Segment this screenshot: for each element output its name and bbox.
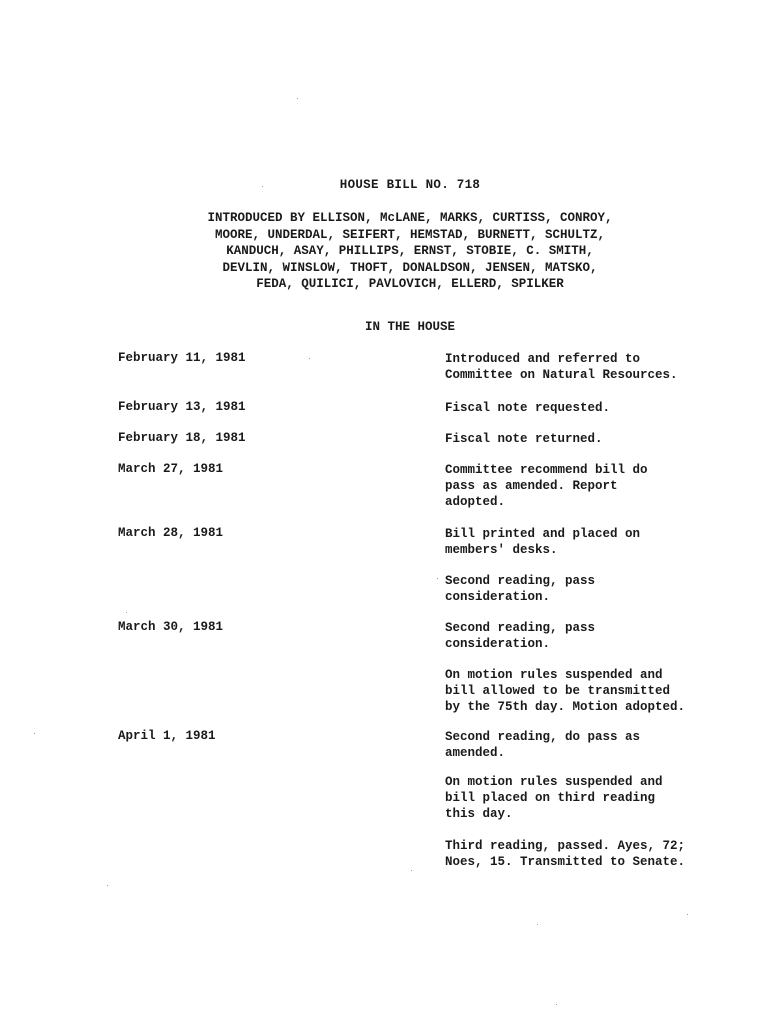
scan-speck: [34, 733, 35, 734]
entry-action: On motion rules suspended and bill placed on third reading this day.: [445, 775, 663, 821]
scan-speck: [309, 358, 310, 359]
scan-speck: [411, 870, 412, 871]
scan-speck: [126, 612, 127, 613]
entry-date: March 27, 1981: [118, 462, 224, 476]
entry-date: April 1, 1981: [118, 729, 216, 743]
entry-action: Second reading, do pass as amended.: [445, 730, 641, 760]
sponsor-list: [0, 210, 770, 293]
entry-action: Committee recommend bill do pass as amended. Report adopted.: [445, 463, 648, 509]
entry-date: February 13, 1981: [118, 400, 246, 414]
entry-action: Introduced and referred to Committee on Natural Resources.: [445, 352, 678, 382]
entry-date: February 11, 1981: [118, 351, 246, 365]
sponsor-line: MOORE, UNDERDAL, SEIFERT, HEMSTAD, BURNETT, SCHULTZ,: [214, 227, 606, 242]
entry-action: Fiscal note requested.: [445, 401, 611, 415]
entry-action: Second reading, pass consideration.: [445, 574, 596, 604]
sponsor-line: FEDA, QUILICI, PAVLOVICH, ELLERD, SPILKER: [256, 277, 564, 291]
sponsor-line: INTRODUCED BY ELLISON, McLANE, MARKS, CURTISS, CONROY,: [207, 211, 613, 225]
section-heading: IN THE HOUSE: [364, 320, 455, 334]
scan-speck: [687, 914, 688, 915]
sponsor-line: DEVLIN, WINSLOW, THOFT, DONALDSON, JENSEN, MATSKO,: [222, 260, 598, 275]
entry-date: March 30, 1981: [118, 620, 224, 634]
sponsor-line: KANDUCH, ASAY, PHILLIPS, ERNST, STOBIE, C. SMITH,: [226, 244, 594, 258]
entry-action: Fiscal note returned.: [445, 432, 603, 446]
entry-date: March 28, 1981: [118, 526, 224, 540]
scan-speck: [537, 924, 538, 925]
entry-action: Third reading, passed. Ayes, 72; Noes, 15. Transmitted to Senate.: [445, 839, 686, 869]
entry-date: February 18, 1981: [118, 431, 246, 445]
entry-action: On motion rules suspended and bill allowed to be transmitted by the 75th day. Motion adopted.: [445, 668, 686, 714]
scan-speck: [437, 578, 438, 579]
scan-speck: [297, 98, 298, 99]
entry-action: Second reading, pass consideration.: [445, 621, 596, 651]
scan-speck: [556, 1004, 557, 1005]
scan-speck: [107, 885, 108, 886]
scan-speck: [262, 186, 263, 187]
entry-action: Bill printed and placed on members' desks.: [445, 527, 641, 557]
bill-title: HOUSE BILL NO. 718: [339, 178, 481, 192]
